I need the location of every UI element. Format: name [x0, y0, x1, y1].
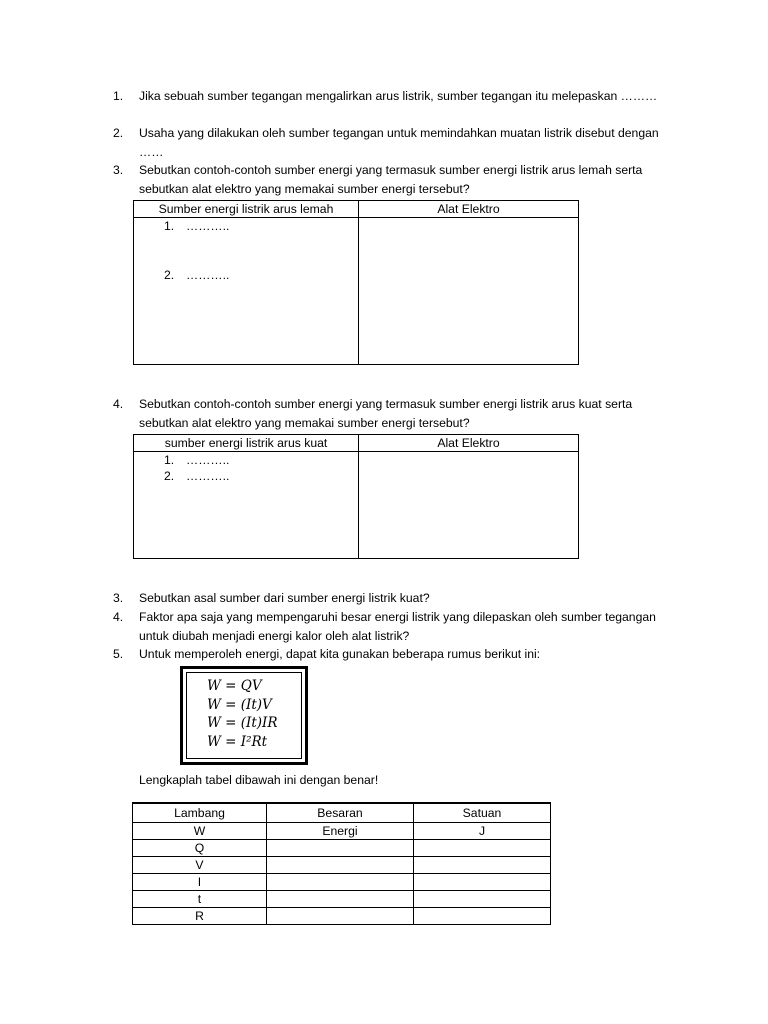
table-header: Lambang: [133, 803, 267, 823]
question-number: 4.: [113, 610, 124, 624]
question-number: 5.: [113, 647, 124, 661]
question-number: 1.: [113, 89, 124, 103]
cell-satuan[interactable]: J: [414, 823, 551, 840]
cell-besaran[interactable]: [267, 840, 414, 857]
formula-line: W = QV: [207, 678, 262, 694]
answer-cell-sumber[interactable]: [134, 452, 359, 559]
table-row: [133, 823, 551, 840]
question-5: [113, 645, 673, 664]
table-arus-kuat: [133, 434, 579, 559]
formula-line: W = I²Rt: [207, 733, 268, 750]
table-row: [133, 874, 551, 891]
table-row: [133, 891, 551, 908]
question-number: 3.: [113, 591, 124, 605]
list-item: 1. ………..: [164, 219, 230, 233]
question-number: 4.: [113, 397, 124, 411]
cell-besaran[interactable]: [267, 874, 414, 891]
cell-lambang: t: [133, 891, 267, 908]
cell-satuan[interactable]: [414, 891, 551, 908]
list-item: 1. ………..: [164, 453, 230, 467]
cell-satuan[interactable]: [414, 908, 551, 925]
question-number: 2.: [113, 126, 124, 140]
question-4: [113, 395, 673, 432]
answer-cell-alat[interactable]: [359, 452, 579, 559]
cell-lambang: I: [133, 874, 267, 891]
answer-cell-sumber[interactable]: [134, 218, 359, 365]
cell-lambang: W: [133, 823, 267, 840]
table-header: Satuan: [414, 803, 551, 823]
question-text: Usaha yang dilakukan oleh sumber tegangan untuk memindahkan muatan listrik disebut dengan ……: [139, 126, 659, 159]
table-header: Alat Elektro: [359, 435, 579, 452]
cell-lambang: R: [133, 908, 267, 925]
cell-besaran[interactable]: [267, 857, 414, 874]
question-4b: [113, 608, 673, 645]
answer-cell-alat[interactable]: [359, 218, 579, 365]
question-text: Faktor apa saja yang mempengaruhi besar energi listrik yang dilepaskan oleh sumber tegangan untuk diubah menjadi energi kalor oleh alat listrik?: [139, 610, 656, 643]
question-text: Sebutkan asal sumber dari sumber energi listrik kuat?: [139, 591, 430, 605]
table-header: sumber energi listrik arus kuat: [134, 435, 359, 452]
instruction-text: Lengkaplah tabel dibawah ini dengan benar!: [139, 773, 379, 787]
cell-besaran[interactable]: Energi: [267, 823, 414, 840]
formula-box: [180, 666, 308, 765]
question-2: [113, 124, 673, 161]
question-text: Sebutkan contoh-contoh sumber energi yang termasuk sumber energi listrik arus kuat serta sebutkan alat elektro yang memakai sumber energi tersebut?: [139, 397, 633, 430]
question-3: [113, 161, 673, 198]
cell-satuan[interactable]: [414, 874, 551, 891]
formula-line: W = (It)IR: [207, 715, 278, 731]
question-number: 3.: [113, 163, 124, 177]
table-header: Besaran: [267, 803, 414, 823]
cell-lambang: V: [133, 857, 267, 874]
cell-lambang: Q: [133, 840, 267, 857]
cell-besaran[interactable]: [267, 908, 414, 925]
list-item: 2. ………..: [164, 469, 230, 483]
question-text: Jika sebuah sumber tegangan mengalirkan arus listrik, sumber tegangan itu melepaskan ………: [139, 89, 658, 103]
table-header: Sumber energi listrik arus lemah: [134, 201, 359, 218]
table-besaran: [132, 802, 551, 925]
table-header: Alat Elektro: [359, 201, 579, 218]
question-text: Untuk memperoleh energi, dapat kita gunakan beberapa rumus berikut ini:: [139, 647, 541, 661]
table-row: [133, 840, 551, 857]
cell-satuan[interactable]: [414, 857, 551, 874]
question-3b: [113, 589, 673, 608]
table-arus-lemah: [133, 200, 579, 365]
formula-lines: [207, 677, 278, 751]
cell-besaran[interactable]: [267, 891, 414, 908]
question-text: Sebutkan contoh-contoh sumber energi yang termasuk sumber energi listrik arus lemah serta sebutkan alat elektro yang memakai sumber energi tersebut?: [139, 163, 643, 196]
table-row: [133, 857, 551, 874]
table-row: [133, 908, 551, 925]
cell-satuan[interactable]: [414, 840, 551, 857]
list-item: 2. ………..: [164, 268, 230, 282]
formula-line: W = (It)V: [207, 696, 272, 713]
question-1: [113, 87, 673, 106]
